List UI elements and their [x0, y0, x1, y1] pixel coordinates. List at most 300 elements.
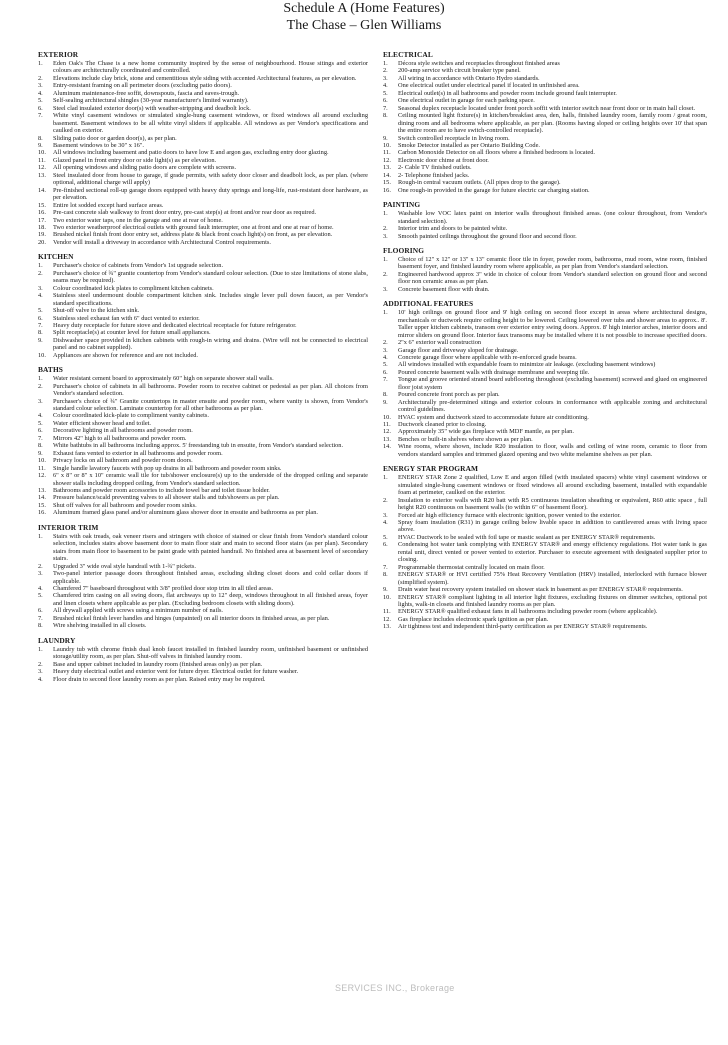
- item-number: 1.: [383, 210, 388, 218]
- list-item: [38, 209, 368, 216]
- list-item: [383, 187, 707, 194]
- item-text: Glazed panel in front entry door or side light(s) as per elevation.: [53, 156, 217, 164]
- item-number: 16.: [383, 186, 391, 194]
- item-text: ENERGY STAR Zone 2 qualified, Low E and argon filled (with insulated spacers) white vinyl casement windows or simulated single-hung casement windows or fixed windows all around excluding basement, installed with expandable foam at perimeter, caulked on the exterior.: [398, 474, 707, 497]
- list-item: [383, 347, 707, 354]
- list-item: [38, 217, 368, 224]
- item-number: 4.: [38, 585, 43, 592]
- list-item: [38, 585, 368, 592]
- item-number: 4.: [38, 675, 43, 683]
- list-item: [383, 421, 707, 428]
- list-item: [38, 149, 368, 156]
- item-number: 7.: [38, 321, 43, 329]
- item-text: Shut-off valve to the kitchen sink.: [53, 307, 140, 315]
- list-item: [38, 231, 368, 238]
- item-number: 10.: [383, 413, 391, 421]
- section-kitchen: [38, 252, 368, 359]
- list-item: [383, 233, 707, 240]
- item-number: 15.: [38, 501, 46, 509]
- item-text: One rough-in provided in the garage for future electric car charging station.: [398, 186, 590, 194]
- item-number: 3.: [38, 284, 43, 292]
- item-number: 16.: [38, 509, 46, 517]
- item-text: Steel clad insulated exterior door(s) with weather-stripping and deadbolt lock.: [53, 104, 251, 112]
- list-item: [38, 442, 368, 449]
- item-text: Entire lot sodded except hard surface areas.: [53, 201, 164, 209]
- list-item: [38, 472, 368, 487]
- item-text: Benches or built-in shelves where shown as per plan.: [398, 435, 533, 443]
- section-heading: ENERGY STAR PROGRAM: [383, 464, 479, 474]
- item-number: 2.: [383, 496, 388, 504]
- list-item: [38, 172, 368, 187]
- list-item: [383, 512, 707, 519]
- list-item: [38, 457, 368, 464]
- item-number: 1.: [383, 309, 388, 317]
- item-number: 8.: [38, 622, 43, 630]
- list-item: [38, 105, 368, 112]
- item-number: 9.: [383, 134, 388, 142]
- item-text: Water efficient shower head and toilet.: [53, 419, 152, 427]
- item-number: 5.: [383, 89, 388, 97]
- list-item: [383, 608, 707, 615]
- item-number: 2.: [38, 269, 43, 277]
- item-number: 16.: [38, 209, 46, 217]
- item-number: 18.: [38, 223, 46, 231]
- list-item: [383, 354, 707, 361]
- item-number: 5.: [38, 307, 43, 315]
- list-item: [38, 164, 368, 171]
- item-number: 19.: [38, 231, 46, 239]
- item-number: 12.: [383, 615, 391, 623]
- list-item: [383, 497, 707, 512]
- list-item: [38, 337, 368, 352]
- section-electrical: [383, 50, 707, 194]
- list-item: [383, 256, 707, 271]
- list-item: [38, 427, 368, 434]
- item-text: Smoke Detector installed as per Ontario Building Code.: [398, 141, 541, 149]
- item-number: 8.: [38, 134, 43, 142]
- item-text: White bathtubs in all bathrooms including approx. 5' freestanding tub in ensuite, from Vendor's standard selection.: [53, 442, 344, 450]
- item-text: ENERGY STAR® qualified exhaust fans in all bathrooms including powder room (where applicable).: [398, 608, 658, 616]
- item-text: 200-amp service with circuit breaker type panel.: [398, 67, 521, 75]
- item-number: 5.: [38, 419, 43, 427]
- item-number: 15.: [383, 179, 391, 187]
- list-item: [38, 60, 368, 75]
- section-heading: ELECTRICAL: [383, 50, 433, 59]
- item-text: Aluminum maintenance-free soffit, downspouts, fascia and eaves-trough.: [53, 89, 240, 97]
- item-number: 11.: [38, 464, 46, 472]
- item-text: Dishwasher space provided in kitchen cabinets with rough-in wiring and drains. (Wire will not be connected to electrical panel and no cabinet supplied).: [53, 336, 368, 352]
- list-item: [38, 622, 368, 629]
- item-number: 2.: [383, 67, 388, 75]
- title-line-1: Schedule A (Home Features): [283, 1, 445, 16]
- item-number: 4.: [383, 353, 388, 361]
- item-number: 10.: [383, 593, 391, 601]
- item-number: 6.: [383, 541, 388, 549]
- list-item: [383, 105, 707, 112]
- item-text: Drain water heat recovery system installed on shower stack in basement as per ENERGY STAR® requirements.: [398, 586, 683, 594]
- list-item: [38, 615, 368, 622]
- item-number: 2.: [38, 562, 43, 570]
- item-number: 8.: [38, 442, 43, 450]
- right-column: [383, 50, 707, 637]
- item-text: Air tightness test and independent third-party certification as per ENERGY STAR® requirements.: [398, 623, 648, 631]
- item-text: Décora style switches and receptacles throughout finished areas: [398, 60, 560, 67]
- list-item: [383, 391, 707, 398]
- item-number: 3.: [38, 82, 43, 90]
- list-item: [38, 563, 368, 570]
- item-text: 10' high ceilings on ground floor and 9' high ceiling on second floor except in areas where architectural designs, mechanicals or ductwork require ceiling height to be lowered. Ceiling lowered over tubs and shower areas to approx.. 8'. Taller upper kitchen cabinets, transom over exterior entry swing doors. Approx. 8' high interior arches, interior doors and mirror sliders on ground floor. Interior faux transoms may be installed where it is not possible to increase specified doors.: [398, 309, 707, 339]
- list-item: [383, 541, 707, 563]
- section-energy-star-program: [383, 464, 707, 631]
- list-item: [38, 224, 368, 231]
- item-number: 3.: [383, 74, 388, 82]
- list-item: [383, 571, 707, 586]
- list-item: [38, 592, 368, 607]
- item-number: 7.: [38, 434, 43, 442]
- brokerage-watermark: SERVICES INC., Brokerage: [335, 983, 455, 993]
- item-text: Seasonal duplex receptacle located under front porch soffit with interior switch near front door or in main hall closet.: [398, 104, 696, 112]
- item-number: 2.: [38, 382, 43, 390]
- item-number: 1.: [383, 60, 388, 67]
- item-text: Mirrors 42" high to all bathrooms and powder room.: [53, 434, 187, 442]
- item-text: All drywall applied with screws using a minimum number of nails.: [53, 607, 224, 615]
- item-number: 12.: [383, 156, 391, 164]
- item-text: Floor drain to second floor laundry room as per plan. Raised entry may be required.: [53, 675, 266, 683]
- item-text: Aluminum framed glass panel and/or aluminum glass shower door in ensuite and bathrooms as per plan.: [53, 509, 318, 517]
- item-number: 3.: [38, 668, 43, 676]
- item-text: Spray foam insulation (R31) in garage ceiling below livable space in addition to cantilevered areas with living space above.: [398, 519, 707, 534]
- item-number: 8.: [383, 571, 388, 579]
- list-item: [38, 157, 368, 164]
- item-number: 2.: [383, 339, 388, 347]
- item-text: ENERGY STAR® compliant lighting in all interior light fixtures, excluding fixtures on dimmer switches, optional pot lights, walk-in closets and finished laundry rooms as per plan.: [398, 593, 707, 608]
- item-number: 6.: [383, 97, 388, 105]
- list-item: [38, 668, 368, 675]
- item-number: 13.: [383, 164, 391, 172]
- item-text: Smooth painted ceilings throughout the ground floor and second floor.: [398, 232, 577, 240]
- item-text: Colour coordinated kick plates to compliment kitchen cabinets.: [53, 284, 214, 292]
- item-number: 7.: [383, 376, 388, 384]
- item-text: Heavy duty receptacle for future stove and dedicated electrical receptacle for future refrigerator.: [53, 321, 297, 329]
- list-item: [383, 376, 707, 391]
- item-text: Split receptacle(s) at counter level for future small appliances.: [53, 329, 211, 337]
- item-number: 3.: [383, 232, 388, 240]
- item-text: Shut off valves for all bathroom and powder room sinks.: [53, 501, 197, 509]
- item-number: 10.: [38, 149, 46, 157]
- list-item: [38, 329, 368, 336]
- list-item: [38, 75, 368, 82]
- item-number: 9.: [38, 449, 43, 457]
- list-item: [383, 210, 707, 225]
- item-text: Decorative lighting in all bathrooms and powder room.: [53, 427, 193, 435]
- title-line-2: The Chase – Glen Williams: [286, 18, 442, 33]
- item-number: 14.: [38, 494, 46, 502]
- item-number: 10.: [38, 351, 46, 359]
- list-item: [38, 398, 368, 413]
- section-heading: BATHS: [38, 365, 64, 375]
- item-text: Ductwork cleaned prior to closing.: [398, 421, 487, 429]
- item-number: 14.: [38, 186, 46, 194]
- item-text: Forced air high efficiency furnace with electronic ignition, power vented to the exterior.: [398, 511, 621, 519]
- list-item: [383, 428, 707, 435]
- list-item: [38, 352, 368, 359]
- item-number: 8.: [383, 112, 388, 120]
- section-heading: INTERIOR TRIM: [38, 522, 99, 532]
- list-item: [38, 661, 368, 668]
- section-baths: [38, 365, 368, 517]
- section-flooring: [383, 246, 707, 293]
- item-number: 13.: [38, 171, 46, 179]
- list-item: [383, 286, 707, 293]
- item-number: 7.: [38, 112, 43, 120]
- item-number: 15.: [38, 201, 46, 209]
- item-number: 3.: [383, 285, 388, 293]
- item-text: ENERGY STAR® or HVI certified 75% Heat Recovery Ventilation (HRV) installed, interlocked with furnace blower (simplified system).: [398, 571, 707, 586]
- item-number: 12.: [38, 164, 46, 172]
- item-text: Pre-finished sectional roll-up garage doors equipped with heavy duty springs and long-life, rust-resistant door hardware, as per elevation.: [53, 186, 368, 202]
- item-number: 3.: [38, 397, 43, 405]
- item-number: 5.: [383, 533, 388, 541]
- list-item: [38, 270, 368, 285]
- section-heading: EXTERIOR: [38, 50, 79, 59]
- item-text: Purchaser's choice of cabinets in all bathrooms. Powder room to receive cabinet or pedestal as per plan. All choices from Vendor's standard selection.: [53, 382, 368, 398]
- item-text: 6" x 8" or 8" x 10" ceramic wall tile for tub/shower enclosure(s) up to the underside of the dropped ceiling and separate shower stalls including dropped ceiling, from Vendor's standard selection.: [53, 472, 368, 487]
- item-text: Carbon Monoxide Detector on all floors where a finished bedroom is located.: [398, 149, 595, 157]
- item-text: HVAC system and ductwork sized to accommodate future air conditioning.: [398, 413, 589, 421]
- section-laundry: [38, 636, 368, 683]
- item-number: 13.: [383, 435, 391, 443]
- list-item: [383, 149, 707, 156]
- list-item: [383, 519, 707, 534]
- list-item: [383, 135, 707, 142]
- item-text: Basement windows to be 30" x 16".: [53, 141, 144, 149]
- list-item: [38, 607, 368, 614]
- item-text: 2- Cable TV finished outlets.: [398, 164, 472, 172]
- item-text: Choice of 12" x 12" or 13" x 13" ceramic floor tile in foyer, powder room, bathrooms, mud room, wine room, finished basement foyer, and finished laundry room where applicable, as per plan from Vendor's standard selection.: [398, 255, 707, 271]
- item-number: 4.: [383, 82, 388, 90]
- item-number: 1.: [383, 255, 388, 263]
- item-text: Stainless steel undermount double compartment kitchen sink. Includes single lever pull down faucet, as per Vendor's standard specifications.: [53, 292, 368, 307]
- item-number: 14.: [383, 171, 391, 179]
- item-text: Tongue and groove oriented strand board subflooring throughout (excluding basement) screwed and glued on engineered floor joist system: [398, 376, 707, 391]
- item-text: Concrete basement floor with drain.: [398, 285, 490, 293]
- item-text: Sliding patio door or garden door(s), as per plan.: [53, 134, 177, 142]
- list-item: [383, 75, 707, 82]
- list-item: [383, 369, 707, 376]
- item-number: 1.: [38, 645, 43, 653]
- item-text: Bathrooms and powder room accessories to include towel bar and toilet tissue holder.: [53, 487, 270, 495]
- item-text: Brushed nickel finish front door entry set, address plate & black front coach light(s) on front, as per elevation.: [53, 231, 333, 239]
- item-number: 9.: [38, 336, 43, 344]
- item-text: All windows installed with expandable foam to minimize air leakage. (excluding basement windows): [398, 361, 656, 369]
- list-item: [38, 375, 368, 382]
- item-text: Purchaser's choice of ¾" Granite countertops in master ensuite and powder room, where vanity is shown, from Vendor's standard colour selection. Laminate countertop for all other bathrooms as per plan.: [53, 397, 368, 413]
- list-item: [38, 315, 368, 322]
- item-text: Privacy locks on all bathroom and powder room doors.: [53, 457, 193, 465]
- item-text: Self-sealing architectural shingles (30-year manufacturer's limited warranty).: [53, 97, 249, 105]
- list-item: [38, 112, 368, 134]
- list-item: [38, 239, 368, 246]
- section-exterior: [38, 50, 368, 246]
- item-number: 5.: [38, 592, 43, 600]
- item-text: Condensing hot water tank complying with ENERGY STAR® and energy efficiency regulations. Hot water tank is gas rental unit, direct vented or power vented to exterior. Purchaser to execute agreement with designated supplier prior to closing.: [398, 541, 707, 564]
- document-title: [0, 0, 728, 34]
- item-text: Upgraded 3" wide oval style handrail with 1-¾" pickets.: [53, 562, 196, 570]
- list-item: [383, 586, 707, 593]
- item-text: All windows including basement and patio doors to have low E and argon gas, excluding entry door glazing.: [53, 149, 329, 157]
- item-text: Stainless steel exhaust fan with 6" duct vented to exterior.: [53, 314, 200, 322]
- item-number: 1.: [38, 60, 43, 67]
- list-item: [383, 82, 707, 89]
- item-number: 4.: [383, 519, 388, 527]
- item-text: Electrical outlet(s) in all bathrooms and powder room include ground fault interrupter.: [398, 89, 617, 97]
- list-item: [383, 60, 707, 67]
- section-additional-features: [383, 299, 707, 458]
- list-item: [383, 414, 707, 421]
- list-item: [38, 90, 368, 97]
- item-text: Insulation to exterior walls with R20 batt with R5 continuous insulation sheathing or equivalent, R60 attic space , full height R20 continuous on basement walls (to within 6" of basement floor).: [398, 496, 707, 512]
- list-item: [383, 309, 707, 339]
- item-text: Poured concrete basement walls with drainage membrane and weeping tile.: [398, 368, 590, 376]
- item-text: Eden Oak's The Chase is a new home community inspired by the sense of neighbourhood. House sitings and exterior colours are architecturally coordinated and controlled.: [53, 60, 368, 75]
- item-text: Wire shelving installed in all closets.: [53, 622, 147, 630]
- section-heading: KITCHEN: [38, 252, 74, 262]
- item-text: Pre-cast concrete slab walkway to front door entry, pre-cast step(s) at front and/or rear door as required.: [53, 209, 317, 217]
- item-number: 14.: [383, 443, 391, 451]
- list-item: [38, 82, 368, 89]
- list-item: [38, 465, 368, 472]
- item-number: 5.: [38, 97, 43, 105]
- item-number: 7.: [383, 563, 388, 571]
- item-number: 8.: [383, 391, 388, 399]
- list-item: [383, 112, 707, 134]
- list-item: [38, 494, 368, 501]
- list-item: [383, 142, 707, 149]
- item-text: Two exterior weatherproof electrical outlets with ground fault interrupter, one at front and one at rear of home.: [53, 223, 334, 231]
- item-text: Chamfered trim casing on all swing doors, flat archways up to 12" deep, windows throughout in all finished areas, foyer and linen closets where applicable as per plan. (Excluding bedroom closets with sliding doors).: [53, 592, 368, 607]
- item-text: Gas fireplace includes electronic spark ignition as per plan.: [398, 615, 549, 623]
- list-item: [38, 285, 368, 292]
- list-item: [38, 487, 368, 494]
- list-item: [383, 594, 707, 609]
- item-text: Pressure balance/scald preventing valves to all shower stalls and tub/showers as per plan.: [53, 494, 280, 502]
- section-interior-trim: [38, 523, 368, 630]
- list-item: [383, 157, 707, 164]
- item-text: Elevations include clay brick, stone and cementitious style siding with accented Architectural features, as per elevation.: [53, 74, 357, 82]
- list-item: [38, 97, 368, 104]
- list-item: [38, 450, 368, 457]
- item-number: 11.: [38, 156, 46, 164]
- item-text: One electrical outlet under electrical panel if located in unfinished area.: [398, 82, 580, 90]
- item-number: 4.: [38, 89, 43, 97]
- item-text: Interior trim and doors to be painted white.: [398, 225, 508, 233]
- list-item: [38, 142, 368, 149]
- item-number: 7.: [383, 104, 388, 112]
- list-item: [383, 623, 707, 630]
- list-item: [38, 502, 368, 509]
- list-item: [38, 646, 368, 661]
- item-text: HVAC Ductwork to be sealed with foil tape or mastic sealant as per ENERGY STAR® requirements.: [398, 533, 656, 541]
- item-text: Entry-resistant framing on all perimeter doors (excluding patio doors).: [53, 82, 232, 90]
- item-text: Garage floor and driveway sloped for drainage.: [398, 346, 519, 354]
- section-heading: FLOORING: [383, 245, 425, 255]
- list-item: [38, 202, 368, 209]
- list-item: [383, 399, 707, 414]
- item-number: 11.: [383, 421, 391, 429]
- item-number: 1.: [383, 474, 388, 482]
- section-painting: [383, 200, 707, 240]
- list-item: [383, 616, 707, 623]
- list-item: [383, 67, 707, 74]
- item-number: 17.: [38, 216, 46, 224]
- item-number: 9.: [38, 141, 43, 149]
- item-text: 2- Telephone finished jacks.: [398, 171, 470, 179]
- list-item: [38, 135, 368, 142]
- list-item: [383, 474, 707, 496]
- list-item: [383, 90, 707, 97]
- item-text: Laundry tub with chrome finish dual knob faucet installed in finished laundry room, unfinished basement or unfinished storage/utility room, as per plan. Shut-off valves in finished laundry room.: [53, 645, 368, 661]
- item-text: Two-panel interior passage doors throughout finished areas, excluding sliding closet doors and cold cellar doors if applicable.: [53, 570, 368, 585]
- item-text: Purchaser's choice of cabinets from Vendor's 1st upgrade selection.: [53, 262, 224, 270]
- item-number: 9.: [383, 398, 388, 406]
- item-number: 20.: [38, 238, 46, 246]
- item-number: 13.: [38, 487, 46, 495]
- list-item: [383, 97, 707, 104]
- item-text: All wiring in accordance with Ontario Hydro standards.: [398, 74, 540, 82]
- item-text: Poured concrete front porch as per plan.: [398, 391, 500, 399]
- list-item: [38, 307, 368, 314]
- item-text: Approximately 35" wide gas fireplace with MDF mantle, as per plan.: [398, 428, 574, 436]
- list-item: [383, 179, 707, 186]
- list-item: [383, 443, 707, 458]
- item-text: Rough-in central vacuum outlets. (All pipes drop to the garage).: [398, 179, 561, 187]
- item-text: Ceiling mounted light fixture(s) in kitchen/breakfast area, den, halls, finished laundry room, family room / great room, dining room and all bedrooms where applicable, as per plan. (Rooms having sloped or ceiling heights over 10' that span the entire room are to have switch-controlled receptacle).: [398, 112, 707, 135]
- left-column: [38, 50, 368, 689]
- item-text: Brushed nickel finish lever handles and hinges (unpainted) on all interior doors in finished areas, as per plan.: [53, 614, 330, 622]
- item-number: 3.: [38, 570, 43, 578]
- item-text: Concrete garage floor where applicable with re-enforced grade beams.: [398, 353, 577, 361]
- item-number: 8.: [38, 329, 43, 337]
- list-item: [383, 361, 707, 368]
- item-number: 2.: [383, 225, 388, 233]
- item-text: Purchaser's choice of ¾" granite countertop from Vendor's standard colour selection. (Due to size limitations of stone slabs, seams may be required).: [53, 269, 368, 285]
- item-number: 6.: [383, 368, 388, 376]
- list-item: [383, 172, 707, 179]
- item-text: Electronic door chime at front door.: [398, 156, 489, 164]
- item-text: Two exterior water taps, one in the garage and one at rear of home.: [53, 216, 223, 224]
- list-item: [38, 570, 368, 585]
- item-number: 12.: [38, 472, 46, 480]
- item-text: Switch controlled receptacle in living room.: [398, 134, 510, 142]
- item-text: Engineered hardwood approx 3" wide in choice of colour from Vendor's standard selection on ground floor and second floor non ceramic areas as per plan.: [398, 270, 707, 286]
- item-number: 11.: [383, 608, 391, 616]
- item-text: Architecturally pre-determined sitings and exterior colours in conformance with applicable zoning and architectural control guidelines.: [398, 398, 707, 414]
- item-text: One electrical outlet in garage for each parking space.: [398, 97, 535, 105]
- item-number: 10.: [38, 457, 46, 465]
- item-number: 10.: [383, 141, 391, 149]
- item-number: 2.: [38, 660, 43, 668]
- list-item: [38, 187, 368, 202]
- item-number: 6.: [38, 314, 43, 322]
- item-text: Programmable thermostat centrally located on main floor.: [398, 563, 545, 571]
- list-item: [38, 292, 368, 307]
- item-text: Wine rooms, where shown, include R20 insulation to floor, walls and ceiling of wine room, ceramic to floor from vendors standard samples and trimmed glazed opening and two white melamine shelves as per plan.: [398, 443, 707, 458]
- item-number: 3.: [383, 346, 388, 354]
- item-number: 11.: [383, 149, 391, 157]
- item-text: Water resistant cement board to approximately 60" high on separate shower stall walls.: [53, 375, 274, 383]
- item-number: 5.: [383, 361, 388, 369]
- item-text: Exhaust fans vented to exterior in all bathrooms and powder room.: [53, 449, 223, 457]
